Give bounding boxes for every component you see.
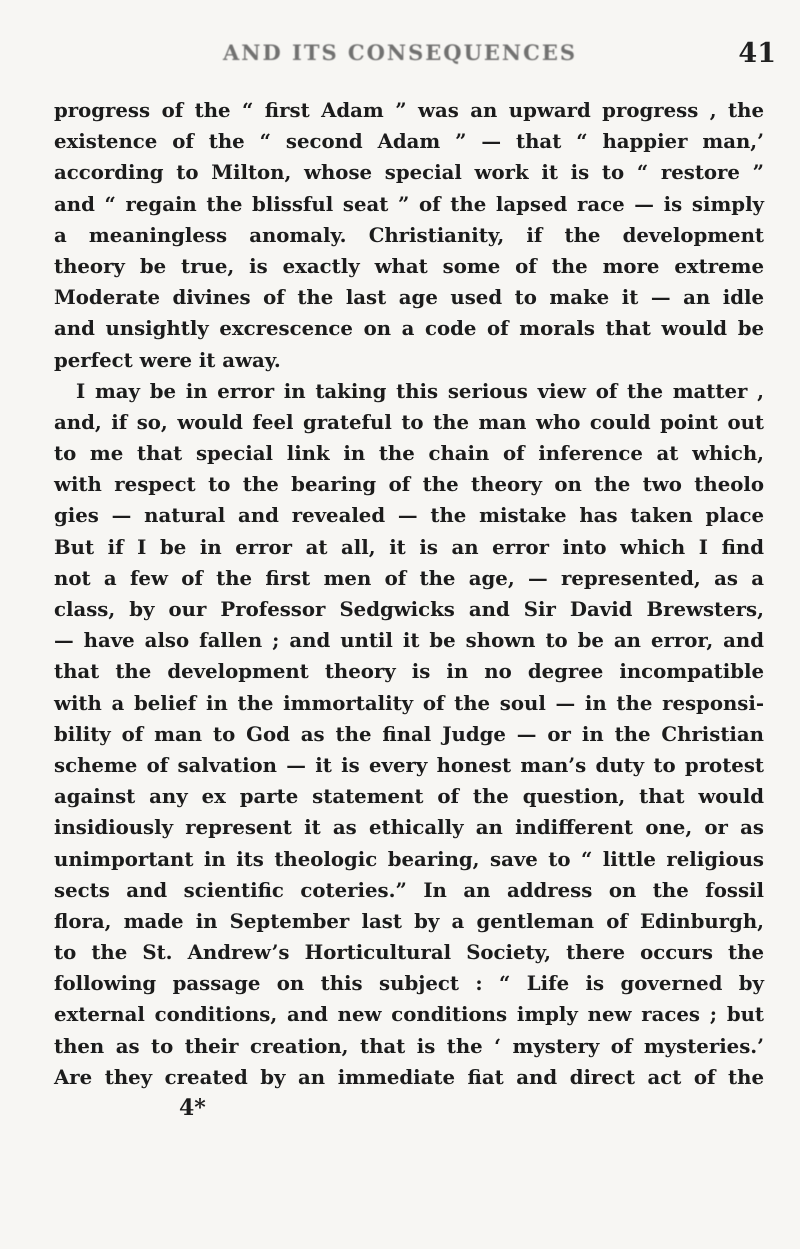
text-line: scheme of salvation — it is every honest man’s duty to protest xyxy=(54,753,764,777)
text-line: according to Milton, whose special work it is to “ restore ” xyxy=(54,161,764,185)
text-line: Moderate divines of the last age used to make it — an idle xyxy=(54,286,764,310)
page-number: 41 xyxy=(738,38,776,69)
body-text xyxy=(54,95,764,1124)
text-line: gies — natural and revealed — the mistake has taken place xyxy=(54,504,764,528)
text-line: external conditions, and new conditions imply new races ; but xyxy=(54,1003,764,1027)
text-line: with respect to the bearing of the theory on the two theolo xyxy=(54,473,764,497)
text-line: flora, made in September last by a gentleman of Edinburgh, xyxy=(54,909,764,933)
text-line: and unsightly excrescence on a code of morals that would be xyxy=(54,317,764,341)
text-line: class, by our Professor Sedgwicks and Sir David Brewsters, xyxy=(54,598,764,621)
text-line: then as to their creation, that is the ‘ mystery of mysteries.’ xyxy=(54,1034,764,1058)
text-line: following passage on this subject : “ Life is governed by xyxy=(54,972,764,996)
text-line: bility of man to God as the final Judge — or in the Christian xyxy=(54,722,764,746)
running-head xyxy=(0,40,800,80)
text-line: I may be in error in taking this serious view of the matter , xyxy=(76,379,764,403)
text-line: with a belief in the immortality of the soul — in the responsi- xyxy=(54,691,764,715)
text-line: theory be true, is exactly what some of the more extreme xyxy=(54,254,764,278)
text-line: unimportant in its theologic bearing, save to “ little religious xyxy=(54,847,764,871)
text-line: that the development theory is in no degree incompatible xyxy=(54,660,764,684)
text-line: perfect were it away. xyxy=(54,348,281,372)
running-title: AND ITS CONSEQUENCES xyxy=(222,40,578,65)
text-line: against any ex parte statement of the question, that would xyxy=(54,785,764,809)
text-line: and “ regain the blissful seat ” of the lapsed race — is simply xyxy=(54,192,764,216)
text-line: existence of the “ second Adam ” — that “ happier man,’ xyxy=(54,130,764,154)
text-line: But if I be in error at all, it is an error into which I find xyxy=(54,535,764,559)
text-line: — have also fallen ; and until it be shown to be an error, and xyxy=(54,629,764,653)
text-line: a meaningless anomaly. Christianity, if the development xyxy=(54,223,764,247)
text-line: insidiously represent it as ethically an indifferent one, or as xyxy=(54,816,764,840)
text-line: and, if so, would feel grateful to the man who could point out xyxy=(54,410,764,434)
text-line: not a few of the first men of the age, — represented, as a xyxy=(54,566,764,590)
signature-mark: 4* xyxy=(179,1095,206,1121)
text-line: sects and scientific coteries.” In an address on the fossil xyxy=(54,878,764,902)
text-line: progress of the “ first Adam ” was an upward progress , the xyxy=(54,99,764,122)
text-line: to the St. Andrew’s Horticultural Society, there occurs the xyxy=(54,941,764,965)
text-line: to me that special link in the chain of inference at which, xyxy=(54,442,764,466)
text-line: Are they created by an immediate fiat and direct act of the xyxy=(54,1065,764,1089)
